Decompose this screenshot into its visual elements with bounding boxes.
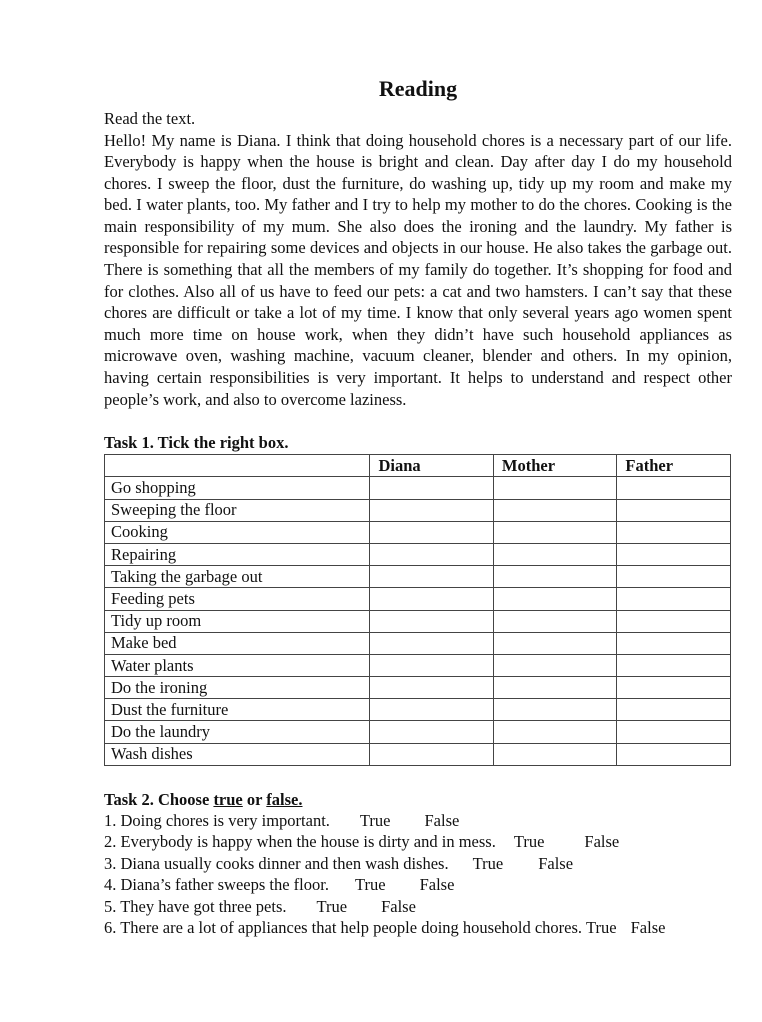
table-row [105, 566, 731, 588]
tick-box-father[interactable] [617, 588, 731, 610]
true-option[interactable]: True [472, 853, 504, 873]
tick-box-mother[interactable] [493, 499, 617, 521]
statement-1 [104, 810, 732, 832]
statement-5 [104, 896, 732, 918]
task2-title-prefix: Task 2. Choose [104, 789, 214, 809]
true-option[interactable]: True [586, 918, 617, 938]
table-row [105, 521, 731, 543]
tick-box-mother[interactable] [493, 566, 617, 588]
statements-list [104, 810, 732, 939]
tick-box-diana[interactable] [370, 543, 493, 565]
tick-box-diana[interactable] [370, 743, 493, 765]
statement-text: 1. Doing chores is very important. [104, 810, 330, 830]
task2-title-or: or [242, 789, 267, 809]
tick-box-father[interactable] [617, 610, 731, 632]
header-mother: Mother [493, 455, 617, 477]
table-header-row [105, 455, 731, 477]
task2-title [104, 790, 732, 810]
activity-cell: Water plants [105, 654, 370, 676]
tick-box-diana[interactable] [370, 477, 493, 499]
true-option[interactable]: True [316, 896, 348, 916]
activity-cell: Make bed [105, 632, 370, 654]
activity-cell: Do the laundry [105, 721, 370, 743]
table-row [105, 588, 731, 610]
tick-box-father[interactable] [617, 721, 731, 743]
false-option[interactable]: False [630, 918, 666, 938]
chores-table [104, 454, 731, 766]
statement-6 [104, 917, 732, 939]
statement-text: 3. Diana usually cooks dinner and then wash dishes. [104, 853, 449, 873]
tick-box-diana[interactable] [370, 677, 493, 699]
header-father: Father [617, 455, 731, 477]
activity-cell: Dust the furniture [105, 699, 370, 721]
table-row [105, 610, 731, 632]
tick-box-diana[interactable] [370, 654, 493, 676]
false-option[interactable]: False [381, 896, 416, 916]
table-row [105, 699, 731, 721]
table-row [105, 499, 731, 521]
task1-title: Task 1. Tick the right box. [104, 433, 289, 453]
tick-box-diana[interactable] [370, 521, 493, 543]
tick-box-diana[interactable] [370, 566, 493, 588]
tick-box-mother[interactable] [493, 699, 617, 721]
activity-cell: Cooking [105, 521, 370, 543]
table-row [105, 677, 731, 699]
tick-box-mother[interactable] [493, 743, 617, 765]
tick-box-mother[interactable] [493, 654, 617, 676]
table-row [105, 477, 731, 499]
tick-box-father[interactable] [617, 477, 731, 499]
statement-3 [104, 853, 732, 875]
tick-box-mother[interactable] [493, 543, 617, 565]
header-diana: Diana [370, 455, 493, 477]
table-row [105, 721, 731, 743]
tick-box-diana[interactable] [370, 610, 493, 632]
tick-box-diana[interactable] [370, 588, 493, 610]
tick-box-diana[interactable] [370, 721, 493, 743]
header-activity [105, 455, 370, 477]
true-option[interactable]: True [513, 832, 545, 852]
statement-4 [104, 874, 732, 896]
activity-cell: Feeding pets [105, 588, 370, 610]
statement-text: 5. They have got three pets. [104, 896, 287, 916]
table-row [105, 632, 731, 654]
false-option[interactable]: False [538, 853, 574, 873]
instruction: Read the text. [104, 109, 196, 128]
tick-box-mother[interactable] [493, 721, 617, 743]
activity-cell: Repairing [105, 543, 370, 565]
tick-box-father[interactable] [617, 632, 731, 654]
tick-box-mother[interactable] [493, 588, 617, 610]
tick-box-father[interactable] [617, 677, 731, 699]
tick-box-mother[interactable] [493, 632, 617, 654]
tick-box-mother[interactable] [493, 477, 617, 499]
statement-text: 6. There are a lot of appliances that help people doing household chores. [104, 918, 583, 938]
tick-box-mother[interactable] [493, 677, 617, 699]
task2-title-false: false. [266, 789, 303, 809]
activity-cell: Sweeping the floor [105, 499, 370, 521]
activity-cell: Tidy up room [105, 610, 370, 632]
tick-box-diana[interactable] [370, 632, 493, 654]
tick-box-father[interactable] [617, 699, 731, 721]
worksheet [104, 76, 732, 939]
page-title: Reading [378, 76, 458, 101]
tick-box-father[interactable] [617, 566, 731, 588]
tick-box-mother[interactable] [493, 521, 617, 543]
tick-box-father[interactable] [617, 743, 731, 765]
activity-cell: Do the ironing [105, 677, 370, 699]
activity-cell: Wash dishes [105, 743, 370, 765]
statement-text: 4. Diana’s father sweeps the floor. [104, 875, 329, 895]
table-row [105, 743, 731, 765]
tick-box-father[interactable] [617, 654, 731, 676]
statement-2 [104, 831, 732, 853]
false-option[interactable]: False [584, 832, 620, 852]
reading-passage: Hello! My name is Diana. I think that doing household chores is a necessary part of our life. Everybody is happy when the house is bright and clean. Day after day I do my household chores. I sweep the floor, dust the furniture, do washing up, tidy up my room and make my bed. I water plants, too. My father and I try to help my mother to do the chores. Cooking is the main responsibility of my mum. She also does the ironing and the laundry. My father is responsible for repairing some devices and objects in our house. He also takes the garbage out. There is something that all the members of my family do together. It’s shopping for food and for clothes. Also all of us have to feed our pets: a cat and two hamsters. I can’t say that these chores are difficult or take a lot of my time. I know that only several years ago women spent much more time on house work, when they didn’t have such household appliances as microwave oven, washing machine, vacuum cleaner, blender and others. In my opinion, having certain responsibilities is very important. It helps to understand and respect other people’s work, and also to overcome laziness. [104, 130, 732, 409]
true-option[interactable]: True [354, 875, 386, 895]
tick-box-father[interactable] [617, 543, 731, 565]
tick-box-mother[interactable] [493, 610, 617, 632]
tick-box-diana[interactable] [370, 499, 493, 521]
tick-box-diana[interactable] [370, 699, 493, 721]
statement-text: 2. Everybody is happy when the house is dirty and in mess. [104, 832, 496, 852]
false-option[interactable]: False [419, 875, 455, 895]
activity-cell: Taking the garbage out [105, 566, 370, 588]
tick-box-father[interactable] [617, 521, 731, 543]
activity-cell: Go shopping [105, 477, 370, 499]
tick-box-father[interactable] [617, 499, 731, 521]
table-row [105, 654, 731, 676]
true-option[interactable]: True [359, 810, 391, 830]
table-row [105, 543, 731, 565]
false-option[interactable]: False [424, 810, 460, 830]
task2-title-true: true [213, 789, 243, 809]
